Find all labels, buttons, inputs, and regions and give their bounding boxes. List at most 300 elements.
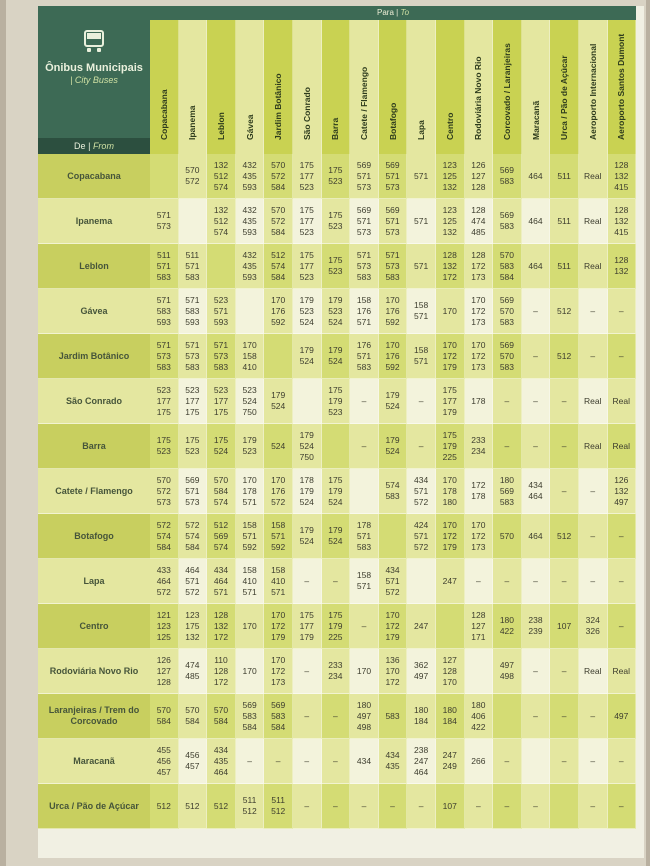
origin-label: Botafogo [38, 514, 150, 559]
route-cell: 511 571 583 [150, 244, 179, 289]
route-cell: 128 132 172 [207, 604, 236, 649]
route-cell: 175 523 [150, 424, 179, 469]
route-cell: – [522, 334, 551, 379]
route-cell [407, 559, 436, 604]
route-cell: 126 127 128 [150, 649, 179, 694]
route-cell: 175 523 [322, 154, 351, 199]
to-label: Para | To [150, 6, 636, 20]
route-cell: 136 170 172 [379, 649, 408, 694]
route-cell [550, 784, 579, 829]
route-cell: 128 132 172 [436, 244, 465, 289]
column-header [293, 20, 322, 154]
route-cell: – [579, 559, 608, 604]
route-cell: 511 512 [264, 784, 293, 829]
route-cell: 180 184 [436, 694, 465, 739]
route-cell: – [522, 649, 551, 694]
route-cell: 123 125 132 [436, 154, 465, 199]
route-cell: – [293, 559, 322, 604]
origin-label: Centro [38, 604, 150, 649]
route-cell: 128 132 415 [608, 199, 637, 244]
route-cell: 247 [407, 604, 436, 649]
route-cell: 569 570 583 [493, 289, 522, 334]
route-cell: 569 571 573 [379, 154, 408, 199]
route-cell: 570 572 584 [264, 199, 293, 244]
route-cell: – [579, 784, 608, 829]
route-cell: – [493, 424, 522, 469]
route-cell: 175 523 [322, 199, 351, 244]
route-cell: 233 234 [465, 424, 494, 469]
destination-label: Catete / Flamengo [358, 66, 369, 140]
route-cell: 158 571 592 [236, 514, 265, 559]
route-cell: 176 571 583 [350, 334, 379, 379]
route-cell: 179 523 524 [293, 289, 322, 334]
route-cell [236, 289, 265, 334]
route-cell: 180 406 422 [465, 694, 494, 739]
route-cell: 571 573 583 [350, 244, 379, 289]
route-cell: 511 512 [236, 784, 265, 829]
route-cell: 464 [522, 199, 551, 244]
route-cell: – [579, 694, 608, 739]
route-cell [379, 514, 408, 559]
route-cell: Real [579, 379, 608, 424]
destination-label: Maracanã [530, 100, 541, 140]
route-cell: 170 176 592 [379, 334, 408, 379]
route-cell: – [322, 739, 351, 784]
route-cell: 170 172 179 [436, 514, 465, 559]
origin-label: Laranjeiras / Trem do Corcovado [38, 694, 150, 739]
destination-label: Lapa [416, 120, 427, 140]
route-cell: 170 [350, 649, 379, 694]
route-cell: 179 523 524 [322, 289, 351, 334]
title-portuguese: Ônibus Municipais [45, 62, 143, 74]
route-cell: 170 [236, 649, 265, 694]
column-header [465, 20, 494, 154]
route-cell: 179 524 [379, 424, 408, 469]
route-cell: – [465, 784, 494, 829]
route-cell: – [550, 649, 579, 694]
route-cell: 247 249 [436, 739, 465, 784]
route-cell: 132 512 574 [207, 199, 236, 244]
route-cell: 127 128 170 [436, 649, 465, 694]
column-header [179, 20, 208, 154]
route-cell: 158 176 571 [350, 289, 379, 334]
route-cell: 523 177 175 [179, 379, 208, 424]
route-cell [293, 379, 322, 424]
route-cell [350, 469, 379, 514]
origin-label: Maracanã [38, 739, 150, 784]
route-cell: – [407, 424, 436, 469]
route-cell: 158 571 [350, 559, 379, 604]
column-header [579, 20, 608, 154]
destination-label: São Conrado [301, 87, 312, 140]
route-cell: 128 127 171 [465, 604, 494, 649]
column-header [493, 20, 522, 154]
route-cell: 126 132 497 [608, 469, 637, 514]
page-background [6, 0, 646, 866]
route-cell: 121 123 125 [150, 604, 179, 649]
route-cell: 179 524 [293, 514, 322, 559]
route-cell: – [579, 334, 608, 379]
route-cell: 247 [436, 559, 465, 604]
route-cell: – [493, 559, 522, 604]
route-cell: – [579, 514, 608, 559]
route-cell: Real [579, 154, 608, 199]
route-cell: – [608, 514, 637, 559]
route-cell: – [293, 649, 322, 694]
route-cell: 128 474 485 [465, 199, 494, 244]
route-cell: – [550, 739, 579, 784]
route-cell: 238 239 [522, 604, 551, 649]
route-cell: 128 132 [608, 244, 637, 289]
route-cell: 434 464 [522, 469, 551, 514]
route-cell: 569 571 573 [350, 199, 379, 244]
bus-route-table [38, 6, 644, 858]
route-cell: – [350, 784, 379, 829]
route-cell [322, 424, 351, 469]
route-cell: 179 523 [236, 424, 265, 469]
origin-label: Jardim Botânico [38, 334, 150, 379]
route-cell [264, 334, 293, 379]
route-cell: 170 172 179 [379, 604, 408, 649]
route-cell: 170 176 592 [379, 289, 408, 334]
route-cell: 523 177 175 [207, 379, 236, 424]
route-cell: 170 172 173 [465, 514, 494, 559]
route-cell: 180 422 [493, 604, 522, 649]
route-cell: 434 435 [379, 739, 408, 784]
route-cell: 266 [465, 739, 494, 784]
route-cell: 175 177 179 [293, 604, 322, 649]
origin-label: Rodoviária Novo Rio [38, 649, 150, 694]
route-cell: 158 571 [407, 334, 436, 379]
route-cell: 511 [550, 154, 579, 199]
route-cell: 512 [179, 784, 208, 829]
route-cell: 464 571 572 [179, 559, 208, 604]
route-cell: 158 571 [407, 289, 436, 334]
route-cell: 233 234 [322, 649, 351, 694]
route-cell: 179 524 [293, 334, 322, 379]
route-cell: 569 583 584 [264, 694, 293, 739]
route-cell [150, 154, 179, 199]
route-cell: 432 435 593 [236, 154, 265, 199]
route-cell: – [350, 424, 379, 469]
route-cell: 123 125 132 [436, 199, 465, 244]
route-cell: 172 178 [465, 469, 494, 514]
destination-label: Urca / Pão de Açúcar [559, 55, 570, 140]
route-cell: 455 456 457 [150, 739, 179, 784]
route-cell: – [550, 694, 579, 739]
origin-label: Copacabana [38, 154, 150, 199]
route-cell: Real [579, 244, 608, 289]
route-cell: 432 435 593 [236, 199, 265, 244]
route-cell: – [350, 604, 379, 649]
route-cell: 523 524 750 [236, 379, 265, 424]
route-cell: 179 524 [379, 379, 408, 424]
route-cell: 571 573 583 [150, 334, 179, 379]
route-cell: 175 177 523 [293, 199, 322, 244]
route-cell: 569 570 583 [493, 334, 522, 379]
route-cell: 569 571 573 [179, 469, 208, 514]
route-cell: 170 176 572 [264, 469, 293, 514]
route-cell: – [608, 739, 637, 784]
route-cell: 464 [522, 514, 551, 559]
route-cell: 170 [436, 289, 465, 334]
route-cell: 571 573 583 [207, 334, 236, 379]
route-cell: – [522, 559, 551, 604]
route-cell: 524 [264, 424, 293, 469]
column-header [522, 20, 551, 154]
destination-label: Corcovado / Laranjeiras [501, 43, 512, 140]
route-cell: – [608, 289, 637, 334]
destination-label: Botafogo [387, 102, 398, 140]
route-cell: 512 [550, 289, 579, 334]
route-cell: 175 179 225 [436, 424, 465, 469]
route-cell: – [293, 739, 322, 784]
route-cell: 179 524 [322, 334, 351, 379]
route-cell: 570 584 [150, 694, 179, 739]
route-cell [436, 604, 465, 649]
route-cell: 434 [350, 739, 379, 784]
origin-label: São Conrado [38, 379, 150, 424]
route-cell: – [465, 559, 494, 604]
destination-label: Leblon [215, 112, 226, 140]
route-cell: 434 571 572 [407, 469, 436, 514]
route-cell: 571 [407, 199, 436, 244]
route-cell: 569 571 573 [350, 154, 379, 199]
route-cell: – [579, 739, 608, 784]
route-cell: 434 571 572 [379, 559, 408, 604]
route-cell: 570 572 573 [150, 469, 179, 514]
route-cell: 324 326 [579, 604, 608, 649]
route-cell: 170 172 173 [264, 649, 293, 694]
column-header [264, 20, 293, 154]
route-cell: 175 523 [322, 244, 351, 289]
route-cell: 170 172 173 [465, 289, 494, 334]
route-cell: – [522, 694, 551, 739]
route-cell: – [608, 334, 637, 379]
route-cell: 170 [236, 604, 265, 649]
route-cell: 126 127 128 [465, 154, 494, 199]
route-cell: 170 176 592 [264, 289, 293, 334]
destination-label: Copacabana [158, 89, 169, 140]
route-cell: – [522, 784, 551, 829]
route-cell: 179 524 750 [293, 424, 322, 469]
route-cell: 571 [407, 244, 436, 289]
route-cell: – [608, 604, 637, 649]
bus-icon [84, 30, 104, 52]
route-cell: 512 [550, 514, 579, 559]
route-cell: 570 583 584 [493, 244, 522, 289]
origin-label: Barra [38, 424, 150, 469]
route-cell: 570 584 574 [207, 469, 236, 514]
route-cell: 571 573 583 [379, 244, 408, 289]
route-cell: 180 497 498 [350, 694, 379, 739]
route-cell: 175 177 523 [293, 154, 322, 199]
route-cell: – [550, 559, 579, 604]
route-cell: Real [579, 199, 608, 244]
destination-label: Aeroporto Internacional [587, 43, 598, 140]
route-cell: 170 178 571 [236, 469, 265, 514]
route-cell: 571 583 593 [179, 289, 208, 334]
route-cell: 511 [550, 199, 579, 244]
route-cell: 238 247 464 [407, 739, 436, 784]
route-cell [522, 739, 551, 784]
route-cell: 511 [550, 244, 579, 289]
column-header [379, 20, 408, 154]
route-cell: – [493, 739, 522, 784]
route-cell: 512 569 574 [207, 514, 236, 559]
route-cell: 158 410 571 [264, 559, 293, 604]
origin-label: Gávea [38, 289, 150, 334]
route-grid [38, 6, 644, 829]
column-header [322, 20, 351, 154]
column-header [407, 20, 436, 154]
column-header [550, 20, 579, 154]
route-cell: 572 574 584 [179, 514, 208, 559]
destination-label: Aeroporto Santos Dumont [616, 33, 627, 140]
column-header [150, 20, 179, 154]
route-cell: – [293, 694, 322, 739]
route-cell: 572 574 584 [150, 514, 179, 559]
route-cell: – [407, 379, 436, 424]
route-cell: 175 177 179 [436, 379, 465, 424]
route-cell: 180 184 [407, 694, 436, 739]
route-cell: 170 178 180 [436, 469, 465, 514]
origin-label: Lapa [38, 559, 150, 604]
route-cell: 523 571 593 [207, 289, 236, 334]
route-cell: 158 410 571 [236, 559, 265, 604]
route-cell: 571 583 593 [150, 289, 179, 334]
route-cell: 107 [550, 604, 579, 649]
route-cell: – [522, 289, 551, 334]
route-cell: – [493, 784, 522, 829]
route-cell: – [579, 289, 608, 334]
route-cell: 569 571 573 [379, 199, 408, 244]
route-cell: – [579, 469, 608, 514]
route-cell: 170 172 179 [264, 604, 293, 649]
origin-label: Urca / Pão de Açúcar [38, 784, 150, 829]
origin-label: Leblon [38, 244, 150, 289]
route-cell: 464 [522, 154, 551, 199]
route-cell: 474 485 [179, 649, 208, 694]
route-cell: Real [608, 379, 637, 424]
route-cell: – [322, 784, 351, 829]
route-cell: 571 573 583 [179, 334, 208, 379]
route-cell: – [493, 379, 522, 424]
route-cell: 511 571 583 [179, 244, 208, 289]
route-cell: – [322, 559, 351, 604]
route-cell: 512 [207, 784, 236, 829]
destination-label: Centro [444, 112, 455, 140]
route-cell: – [522, 379, 551, 424]
route-cell: 497 498 [493, 649, 522, 694]
route-cell: Real [579, 649, 608, 694]
route-cell: 583 [379, 694, 408, 739]
route-cell: 570 [493, 514, 522, 559]
table-corner-header [38, 6, 150, 154]
route-cell: – [608, 784, 637, 829]
route-cell: – [550, 469, 579, 514]
destination-label: Jardim Botânico [273, 73, 284, 140]
column-header [236, 20, 265, 154]
route-cell: 571 573 [150, 199, 179, 244]
route-cell: 456 457 [179, 739, 208, 784]
route-cell: 178 571 583 [350, 514, 379, 559]
destination-label: Gávea [244, 114, 255, 140]
route-cell: 175 523 [179, 424, 208, 469]
route-cell: 107 [436, 784, 465, 829]
route-cell: 424 571 572 [407, 514, 436, 559]
route-cell: – [550, 424, 579, 469]
route-cell: 569 583 [493, 154, 522, 199]
route-cell: 570 572 584 [264, 154, 293, 199]
route-cell: 434 464 571 [207, 559, 236, 604]
route-cell: 158 571 592 [264, 514, 293, 559]
route-cell: 132 512 574 [207, 154, 236, 199]
route-cell: Real [608, 649, 637, 694]
route-cell: 170 172 179 [436, 334, 465, 379]
route-cell: 123 175 132 [179, 604, 208, 649]
column-header [436, 20, 465, 154]
route-cell: 178 179 524 [293, 469, 322, 514]
route-cell: – [264, 739, 293, 784]
route-cell: 175 179 524 [322, 469, 351, 514]
route-cell: 175 177 523 [293, 244, 322, 289]
origin-label: Ipanema [38, 199, 150, 244]
column-header [350, 20, 379, 154]
route-cell: 497 [608, 694, 637, 739]
route-cell: 175 524 [207, 424, 236, 469]
column-header [608, 20, 637, 154]
route-cell: 464 [522, 244, 551, 289]
route-cell: 570 584 [179, 694, 208, 739]
route-cell: 570 572 [179, 154, 208, 199]
route-cell: 175 179 523 [322, 379, 351, 424]
route-cell: 512 574 584 [264, 244, 293, 289]
route-cell: 170 158 410 [236, 334, 265, 379]
route-cell: 569 583 584 [236, 694, 265, 739]
route-cell: 569 583 [493, 199, 522, 244]
route-cell: – [550, 379, 579, 424]
route-cell: 434 435 464 [207, 739, 236, 784]
route-cell: 170 172 173 [465, 334, 494, 379]
route-cell [465, 649, 494, 694]
route-cell: – [407, 784, 436, 829]
route-cell: – [322, 694, 351, 739]
route-cell: – [293, 784, 322, 829]
route-cell: Real [579, 424, 608, 469]
route-cell: 128 172 173 [465, 244, 494, 289]
route-cell: – [608, 559, 637, 604]
route-cell: 128 132 415 [608, 154, 637, 199]
route-cell: 574 583 [379, 469, 408, 514]
route-cell: 178 [465, 379, 494, 424]
destination-label: Barra [330, 117, 341, 140]
from-label: De | From [38, 138, 150, 154]
route-cell: 362 497 [407, 649, 436, 694]
route-cell: 179 524 [322, 514, 351, 559]
route-cell: 571 [407, 154, 436, 199]
route-cell: – [379, 784, 408, 829]
route-cell: 432 435 593 [236, 244, 265, 289]
route-cell: 180 569 583 [493, 469, 522, 514]
route-cell: 512 [550, 334, 579, 379]
route-cell: 175 179 225 [322, 604, 351, 649]
route-cell: 433 464 572 [150, 559, 179, 604]
destination-label: Rodoviária Novo Rio [473, 56, 484, 140]
route-cell: 570 584 [207, 694, 236, 739]
column-header [207, 20, 236, 154]
route-cell: 179 524 [264, 379, 293, 424]
